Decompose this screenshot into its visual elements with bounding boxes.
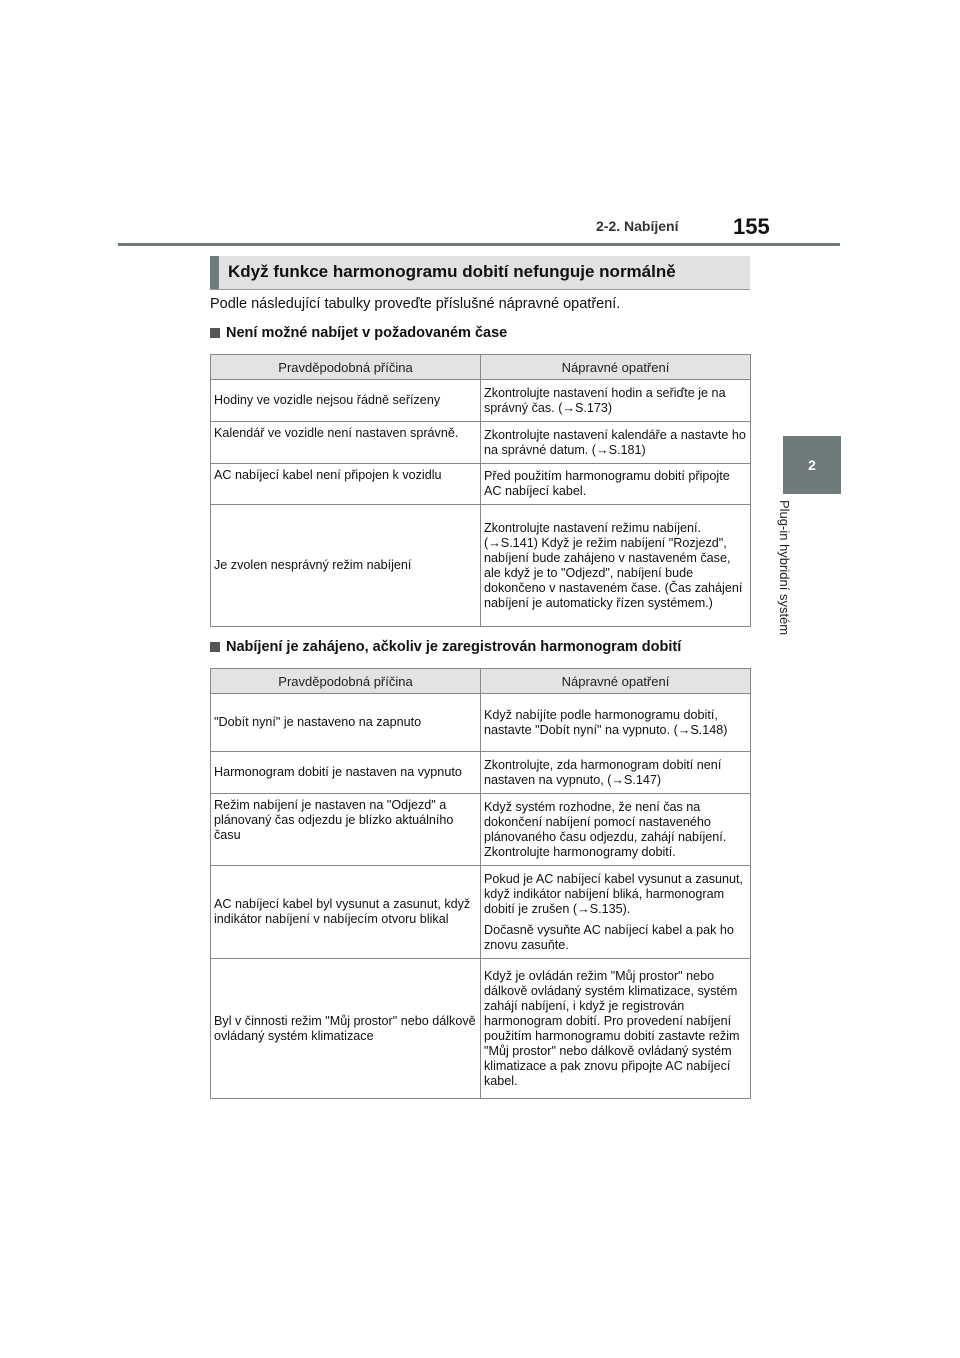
column-header-remedy: Nápravné opatření [481, 669, 751, 694]
remedy-cell: Zkontrolujte nastavení kalendáře a nastavte ho na správné datum. (→S.181) [481, 422, 751, 464]
table-row [211, 464, 751, 505]
chapter-title-wrap [762, 500, 822, 680]
chapter-tab [783, 436, 841, 494]
section-heading: Když funkce harmonogramu dobití nefunguje normálně [228, 262, 676, 281]
cause-cell: AC nabíjecí kabel není připojen k vozidlu [211, 464, 481, 505]
table-cannot-charge [210, 354, 751, 627]
remedy-cell: Před použitím harmonogramu dobití připojte AC nabíjecí kabel. [481, 464, 751, 505]
chapter-number: 2 [808, 457, 816, 473]
page-number: 155 [733, 214, 770, 239]
table-row [211, 380, 751, 422]
remedy-cell [481, 866, 751, 959]
subheading-2-text: Nabíjení je zahájeno, ačkoliv je zaregistrován harmonogram dobití [226, 639, 682, 655]
table-row [211, 959, 751, 1099]
remedy-paragraph: Pokud je AC nabíjecí kabel vysunut a zasunut, když indikátor nabíjení bliká, harmonogram dobití je zrušen (→S.135). [484, 871, 744, 916]
subheading-1 [210, 325, 507, 341]
cause-cell: Je zvolen nesprávný režim nabíjení [211, 505, 481, 627]
column-header-remedy: Nápravné opatření [481, 355, 751, 380]
column-header-cause: Pravděpodobná příčina [211, 669, 481, 694]
cause-cell: AC nabíjecí kabel byl vysunut a zasunut, když indikátor nabíjení v nabíjecím otvoru blikal [211, 866, 481, 959]
remedy-cell: Když systém rozhodne, že není čas na dokončení nabíjení pomocí nastaveného plánovaného času odjezdu, zahájí nabíjení. Zkontrolujte harmonogramy dobití. [481, 794, 751, 866]
table-row [211, 794, 751, 866]
table-row [211, 752, 751, 794]
table-row [211, 505, 751, 627]
cause-cell: Harmonogram dobití je nastaven na vypnuto [211, 752, 481, 794]
remedy-paragraph: Dočasně vysuňte AC nabíjecí kabel a pak ho znovu zasuňte. [484, 922, 734, 952]
column-header-cause: Pravděpodobná příčina [211, 355, 481, 380]
cause-cell: Kalendář ve vozidle není nastaven správně. [211, 422, 481, 464]
chapter-title: Plug-in hybridní systém [777, 500, 792, 636]
table-row [211, 694, 751, 752]
section-heading-accent [210, 256, 219, 289]
cause-cell: Režim nabíjení je nastaven na "Odjezd" a plánovaný čas odjezdu je blízko aktuálního času [211, 794, 481, 866]
cause-cell: Byl v činnosti režim "Můj prostor" nebo dálkově ovládaný systém klimatizace [211, 959, 481, 1099]
intro-paragraph: Podle následující tabulky proveďte příslušné nápravné opatření. [210, 296, 621, 312]
header-divider [118, 243, 840, 246]
subheading-1-text: Není možné nabíjet v požadovaném čase [226, 325, 508, 341]
table-row [211, 422, 751, 464]
remedy-cell: Když je ovládán režim "Můj prostor" nebo dálkově ovládaný systém klimatizace, systém zahájí nabíjení, i když je registrován harmonogram dobití. Pro provedení nabíjení použitím harmonogramu dobití zastavte režim "Můj prostor" nebo dálkově ovládaný systém klimatizace a pak znovu připojte AC nabíjecí kabel. [481, 959, 751, 1099]
remedy-cell: Zkontrolujte nastavení režimu nabíjení. (→S.141) Když je režim nabíjení "Rozjezd", nabíjení bude zahájeno v nastaveném čase, ale když je to "Odjezd", nabíjení bude dokončeno v nastaveném čase. (Čas zahájení nabíjení je automaticky řízen systémem.) [481, 505, 751, 627]
remedy-cell: Když nabíjíte podle harmonogramu dobití, nastavte "Dobít nyní" na vypnuto. (→S.148) [481, 694, 751, 752]
table-header-row [211, 355, 751, 380]
square-bullet-icon [210, 642, 220, 652]
cause-cell: Hodiny ve vozidle nejsou řádně seřízeny [211, 380, 481, 422]
table-charging-started [210, 668, 751, 1099]
remedy-cell: Zkontrolujte, zda harmonogram dobití není nastaven na vypnuto, (→S.147) [481, 752, 751, 794]
subheading-2 [210, 639, 681, 655]
square-bullet-icon [210, 328, 220, 338]
remedy-cell: Zkontrolujte nastavení hodin a seřiďte je na správný čas. (→S.173) [481, 380, 751, 422]
table-row [211, 866, 751, 959]
section-label: 2-2. Nabíjení [596, 218, 679, 234]
cause-cell: "Dobít nyní" je nastaveno na zapnuto [211, 694, 481, 752]
table-header-row [211, 669, 751, 694]
